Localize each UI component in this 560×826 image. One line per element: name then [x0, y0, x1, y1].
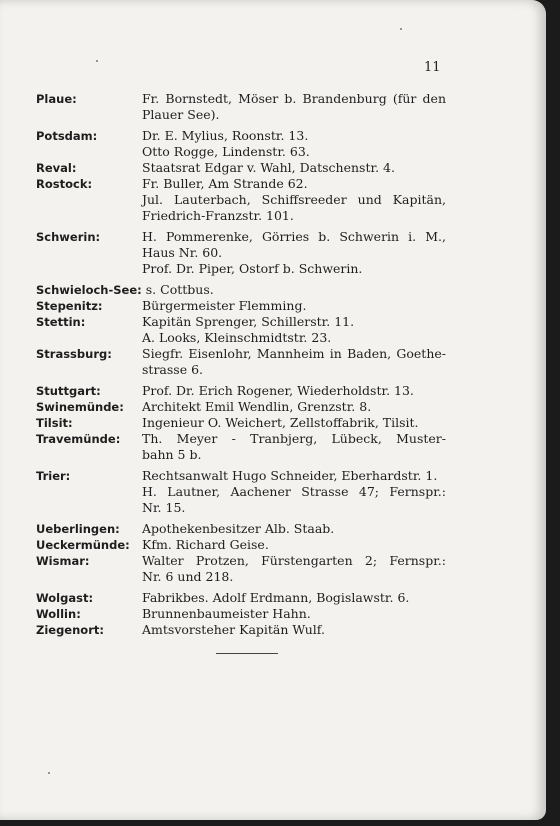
entry-line: Dr. E. Mylius, Roonstr. 13.	[142, 128, 309, 143]
entry-text	[142, 128, 446, 160]
entry-travemuende	[36, 431, 446, 463]
entry-line: Prof. Dr. Erich Rogener, Wiederholdstr. 13.	[142, 383, 414, 398]
place-name: Ueckermünde:	[36, 538, 130, 552]
entry-line: Kapitän Sprenger, Schillerstr. 11.	[142, 314, 355, 329]
entry-text	[142, 622, 446, 638]
place-name: Wolgast:	[36, 591, 94, 605]
entry-line: Nr. 6 und 218.	[142, 569, 234, 584]
page-number: 11	[424, 60, 441, 75]
entry-tilsit	[36, 415, 446, 431]
entry-ueberlingen	[36, 521, 446, 537]
place-name: Plaue:	[36, 92, 77, 106]
entry-text	[142, 590, 446, 606]
entry-stepenitz	[36, 298, 446, 314]
entry-text	[142, 330, 446, 346]
entry-text	[142, 282, 446, 298]
entry-text	[142, 606, 446, 622]
place-name: Schwerin:	[36, 230, 101, 244]
address-list	[36, 91, 446, 638]
entry-text	[142, 553, 446, 585]
entry-line: Otto Rogge, Lindenstr. 63.	[142, 144, 310, 159]
entry-reval	[36, 160, 446, 176]
entry-line: Plauer See).	[142, 107, 220, 122]
entry-line: Friedrich-Franzstr. 101.	[142, 208, 294, 223]
place-name: Rostock:	[36, 177, 93, 191]
entry-text	[142, 468, 446, 516]
entry-line: Fr. Buller, Am Strande 62.	[142, 176, 308, 191]
place-name: Schwieloch-See:	[36, 283, 142, 297]
entry-schwerin	[36, 229, 446, 277]
place-name: Ziegenort:	[36, 623, 104, 637]
entry-line: Jul. Lauterbach, Schiffsreeder und Kapitän,	[142, 192, 446, 207]
entry-line: Fabrikbes. Adolf Erdmann, Bogislawstr. 6.	[142, 590, 410, 605]
entry-plaue	[36, 91, 446, 123]
entry-ziegenort	[36, 622, 446, 638]
entry-wismar	[36, 553, 446, 585]
entry-wolgast	[36, 590, 446, 606]
entry-line: Prof. Dr. Piper, Ostorf b. Schwerin.	[142, 261, 363, 276]
entry-line: Siegfr. Eisenlohr, Mannheim in Baden, Goethe-	[142, 346, 446, 361]
paper-speck	[96, 60, 98, 62]
entry-text	[142, 91, 446, 123]
entry-line: Amtsvorsteher Kapitän Wulf.	[142, 622, 325, 637]
entry-line: Apothekenbesitzer Alb. Staab.	[142, 521, 335, 536]
entry-text	[142, 383, 446, 399]
entry-line: strasse 6.	[142, 362, 203, 377]
entry-swinemuende	[36, 399, 446, 415]
paper-speck	[400, 28, 402, 30]
place-name: Strassburg:	[36, 347, 112, 361]
entry-line: Rechtsanwalt Hugo Schneider, Eberhardstr. 1.	[142, 468, 438, 483]
entry-text	[142, 160, 446, 176]
entry-line: H. Lautner, Aachener Strasse 47; Fernspr.:	[142, 484, 446, 499]
place-name: Tilsit:	[36, 416, 73, 430]
closing-rule	[216, 653, 278, 654]
place-name-empty	[36, 330, 142, 331]
place-name: Trier:	[36, 469, 71, 483]
paper-speck	[48, 772, 50, 774]
place-name: Wollin:	[36, 607, 81, 621]
entry-text	[142, 537, 446, 553]
entry-text	[142, 314, 446, 330]
place-name: Travemünde:	[36, 432, 121, 446]
entry-stettin	[36, 314, 446, 330]
entry-text	[142, 298, 446, 314]
entry-line: Th. Meyer - Tranbjerg, Lübeck, Muster-	[142, 431, 446, 446]
entry-line: H. Pommerenke, Görries b. Schwerin i. M.,	[142, 229, 446, 244]
entry-text	[142, 521, 446, 537]
entry-text	[142, 399, 446, 415]
entry-line: Architekt Emil Wendlin, Grenzstr. 8.	[142, 399, 372, 414]
entry-rostock	[36, 176, 446, 224]
entry-line: bahn 5 b.	[142, 447, 202, 462]
entry-trier	[36, 468, 446, 516]
entry-line: Nr. 15.	[142, 500, 186, 515]
entry-line: Staatsrat Edgar v. Wahl, Datschenstr. 4.	[142, 160, 395, 175]
entry-line: Bürgermeister Flemming.	[142, 298, 307, 313]
place-name: Potsdam:	[36, 129, 98, 143]
entry-schwieloch-see	[36, 282, 446, 298]
place-name: Stettin:	[36, 315, 86, 329]
entry-line: Fr. Bornstedt, Möser b. Brandenburg (für den	[142, 91, 446, 106]
entry-line: Walter Protzen, Fürstengarten 2; Fernspr.:	[142, 553, 446, 568]
place-name: Ueberlingen:	[36, 522, 120, 536]
entry-line: Kfm. Richard Geise.	[142, 537, 269, 552]
entry-line: s. Cottbus.	[145, 282, 214, 297]
entry-line: Ingenieur O. Weichert, Zellstoffabrik, Tilsit.	[142, 415, 419, 430]
entry-line: Haus Nr. 60.	[142, 245, 223, 260]
place-name: Stuttgart:	[36, 384, 101, 398]
entry-text	[142, 176, 446, 224]
entry-text	[142, 229, 446, 277]
place-name: Reval:	[36, 161, 77, 175]
entry-text	[142, 346, 446, 378]
entry-stettin-cont	[36, 330, 446, 346]
entry-line: A. Looks, Kleinschmidtstr. 23.	[142, 330, 332, 345]
entry-text	[142, 431, 446, 463]
entry-text	[142, 415, 446, 431]
entry-potsdam	[36, 128, 446, 160]
entry-line: Brunnenbaumeister Hahn.	[142, 606, 311, 621]
place-name: Stepenitz:	[36, 299, 103, 313]
place-name: Swinemünde:	[36, 400, 124, 414]
entry-wollin	[36, 606, 446, 622]
place-name: Wismar:	[36, 554, 90, 568]
entry-strassburg	[36, 346, 446, 378]
entry-ueckermuende	[36, 537, 446, 553]
entry-stuttgart	[36, 383, 446, 399]
